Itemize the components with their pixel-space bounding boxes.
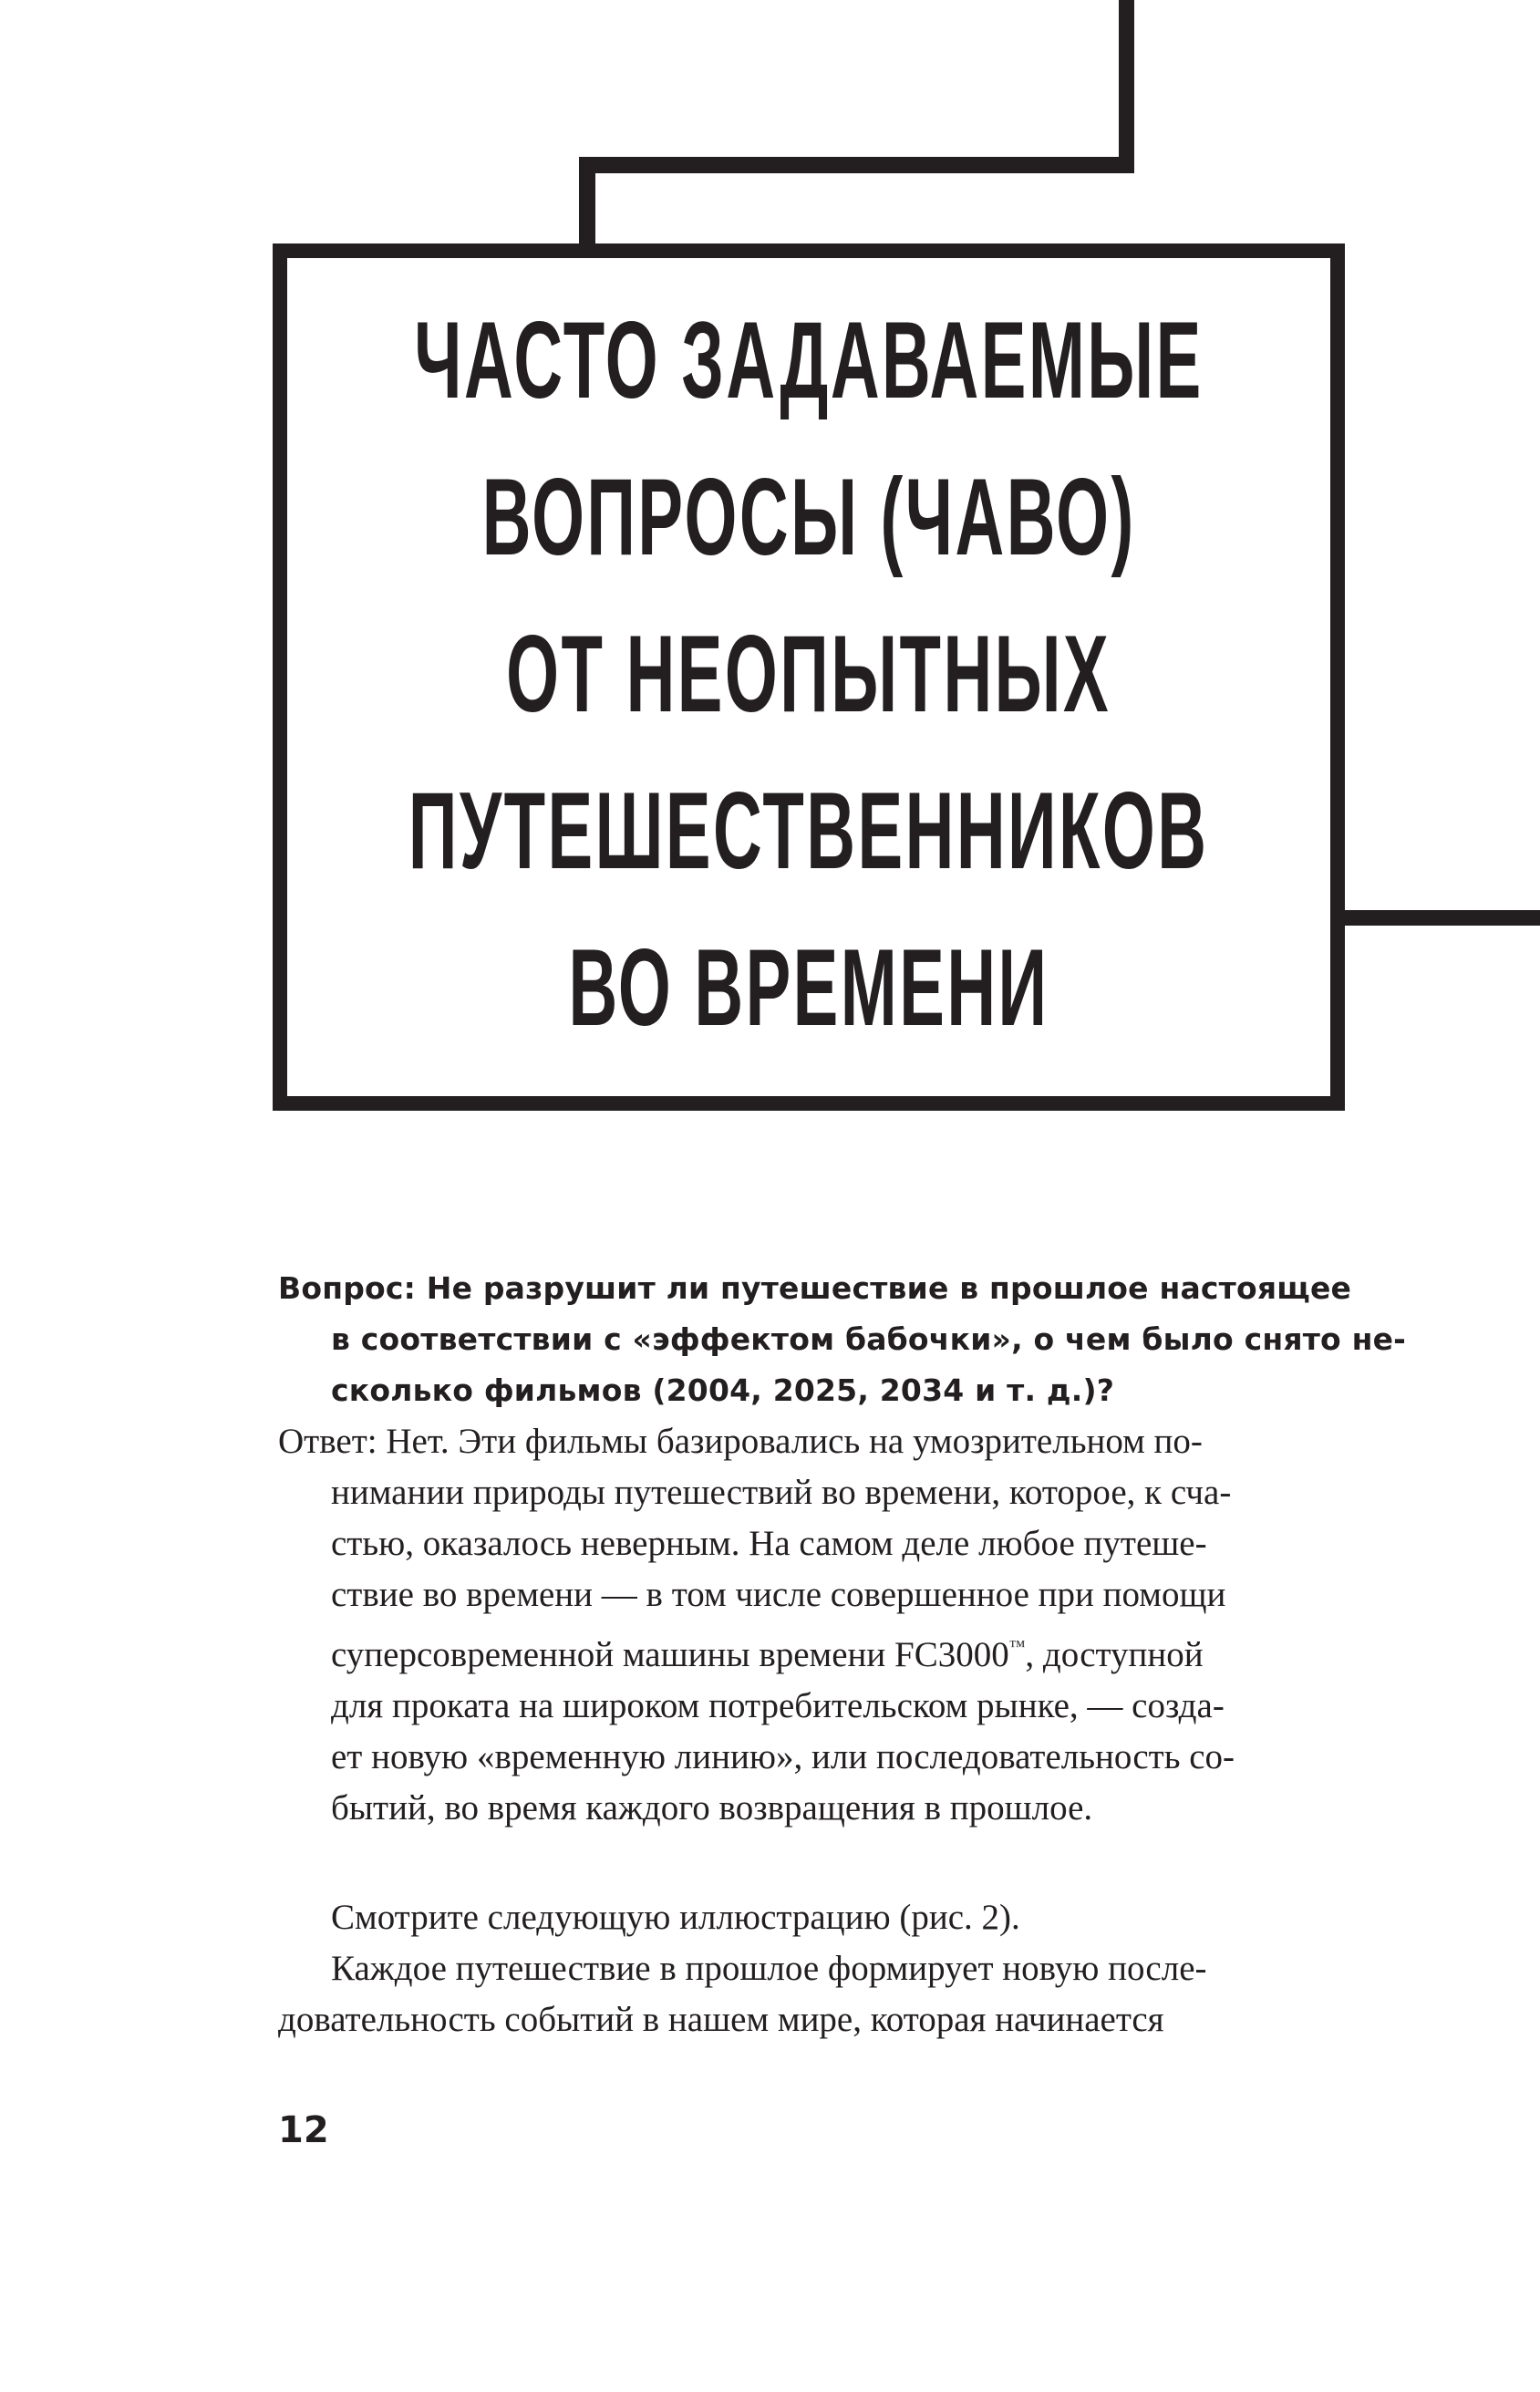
chapter-title-line: ПУТЕШЕСТВЕННИКОВ [408,770,1209,892]
trademark-symbol: ™ [1008,1637,1026,1655]
answer-line: бытий, во время каждого возвращения в прошлое. [331,1788,1093,1828]
chapter-title-line: ВОПРОСЫ (ЧАВО) [481,456,1136,578]
chapter-title-line: ЧАСТО ЗАДАВАЕМЫЕ [414,299,1204,421]
faq-answer [278,1416,1345,1834]
question-line: Вопрос: Не разрушит ли путешествие в прошлое настоящее [278,1270,1352,1306]
answer-line: для проката на широком потребительском рынке, — созда- [331,1686,1225,1725]
answer-line: ствие во времени — в том числе совершенное при помощи [331,1575,1226,1614]
answer-line: стью, оказалось неверным. На самом деле любое путеше- [331,1524,1207,1563]
decor-line-right-horizontal [1340,910,1540,926]
decor-line-mid-vertical [579,157,595,248]
body-paragraph [278,1892,1345,1943]
question-line: сколько фильмов (2004, 2025, 2034 и т. д.)? [331,1372,1115,1408]
paragraph-line: Каждое путешествие в прошлое формирует новую после- [331,1949,1207,1988]
paragraph-line: Смотрите следующую иллюстрацию (рис. 2). [331,1898,1020,1937]
answer-line: ет новую «временную линию», или последовательность со- [331,1737,1235,1776]
paragraph-line: довательность событий в нашем мире, которая начинается [278,2000,1164,2039]
decor-line-top-horizontal [579,157,1134,173]
chapter-title-line: ВО ВРЕМЕНИ [568,927,1049,1049]
chapter-title-box [273,243,1345,1111]
answer-line: Ответ: Нет. Эти фильмы базировались на умозрительном по- [278,1422,1203,1461]
faq-question [278,1263,1407,1416]
answer-line-text: суперсовременной машины времени FC3000 [331,1635,1009,1674]
answer-line-suffix: , доступной [1025,1635,1204,1674]
page-number: 12 [278,2109,329,2151]
chapter-title-line: ОТ НЕОПЫТНЫХ [506,613,1111,735]
body-paragraph [278,1943,1345,2045]
question-line: в соответствии с «эффектом бабочки», о чем было снято не- [331,1321,1407,1357]
decor-line-top-vertical [1119,0,1134,173]
answer-line-trademark [278,1621,1345,1681]
answer-line: нимании природы путешествий во времени, которое, к сча- [331,1473,1232,1512]
